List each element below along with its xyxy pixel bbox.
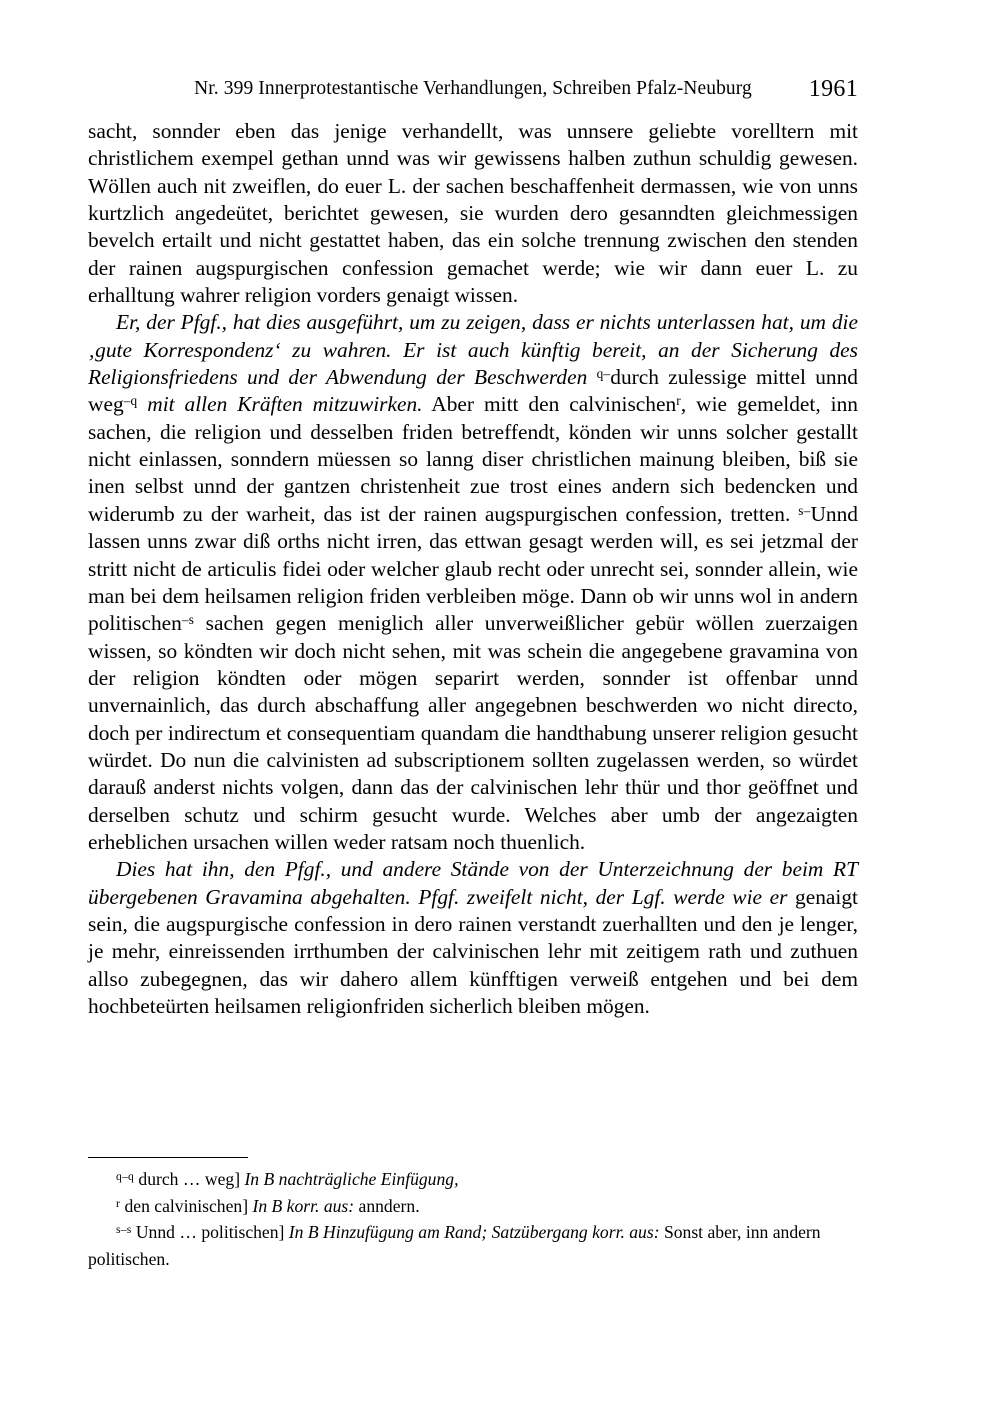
paragraph-3-roman: genaigt sein, die augspurgische confession in dero rainen verstandt zuerhallten und den je lenger, je mehr, einreissenden irrthumben der calvinischen lehr mit zeitigem rath und zuthuen allso zubegegnen, das wir dahero allem künfftigen verweiß entgehen und bei dem hochbeteürten heilsamen religionfriden sicherlich bleiben mögen. (88, 884, 859, 1018)
footnote-bracket-q: ] (234, 1169, 241, 1189)
footnote-note-italic-q: In B nachträgliche Einfügung, (240, 1169, 459, 1189)
paragraph-2-roman-1: durch zulessige mittel unnd weg (88, 365, 858, 417)
paragraph-2-italic-2: mit allen Kräften mitzuwirken. (137, 392, 423, 417)
page-number: 1961 (808, 76, 858, 102)
running-head (88, 78, 858, 106)
paragraph-2-roman-3: , wie gemeldet, inn sachen, die religion und desselben friden betreffendt, könden wir unns solcher gestallt nicht einlassen, sonndern müessen so lanng diser christlichen mainung bleiben, biß sie inen selbst unnd der gantzen christenheit zue trost eines andern sich bedencken und widerumb zu der warheit, das ist der rainen augspurgischen confession, tretten. (88, 392, 858, 526)
footnote-lemma-r: den calvinischen (120, 1195, 243, 1216)
apparatus-mark-q-close: –q (123, 393, 138, 409)
footnote-apparatus (88, 1166, 858, 1272)
footnote-r (88, 1193, 858, 1220)
footnote-note-roman-s: Sonst aber, inn andern politischen. (88, 1222, 821, 1269)
footnote-mark-q: q–q (116, 1169, 135, 1183)
footnote-note-roman-r: anndern. (354, 1195, 420, 1216)
footnote-note-italic-r: In B korr. aus: (248, 1195, 355, 1216)
paragraph-2-roman-4: Unnd lassen unns zwar diß orths nicht irren, das ettwan gesagt werden will, es sei jetzmal der stritt nicht de articulis fidei oder welcher glaub recht oder unrecht sei, sonnder allein, wie man bei dem heilsamen religion friden verbleiben möge. Dann ob wir unns wol in andern politischen (88, 501, 858, 636)
apparatus-mark-q-open: q– (596, 366, 611, 381)
paragraph-3 (88, 856, 858, 1020)
apparatus-mark-r: r (676, 393, 681, 409)
footnote-lemma-s: Unnd … politischen (131, 1222, 279, 1242)
footnote-q (88, 1166, 858, 1193)
apparatus-mark-s-open: s– (798, 502, 811, 518)
paragraph-2-roman-5: sachen gegen meniglich aller unverweißlicher gebür wöllen zuerzaigen wissen, so köndten wir doch nicht sehen, mit was schein die angegebene gravamina von der religion köndten oder mögen separirt werden, sonnder ist offenbar unnd unvernainlich, das durch abschaffung aller angegebnen beschwerden wo nicht directo, doch per indirectum et consequentiam quandam die handthabung unserer religion gesucht würdet. Do nun die calvinisten ad subscriptionem sollten zugelassen werden, so würdet darauß anderst nichts volgen, dann das der calvinischen lehr thür und thor geöffnet und derselben schutz und schirm gesucht wurde. Welches aber umb der angezaigten erheblichen ursachen willen weder ratsam noch thuenlich. (88, 611, 858, 854)
footnote-s (88, 1219, 858, 1272)
paragraph-2-roman-2: Aber mitt den calvinischen (422, 392, 677, 417)
paragraph-2-italic-lead: Er, der Pfgf., hat dies ausgeführt, um zu zeigen, dass er nichts unterlassen hat, um die ‚gute Korrespondenz‘ zu wahren. Er ist auch künftig bereit, an der Sicherung des Religionsfriedens und der Abwendung der Beschwerden (88, 310, 858, 390)
paragraph-3-italic: Dies hat ihn, den Pfgf., und andere Stände von der Unterzeichnung der beim RT übergebenen Gravamina abgehalten. Pfgf. zweifelt nicht, der Lgf. werde wie er (88, 857, 858, 909)
footnote-bracket-r: ] (242, 1195, 249, 1216)
apparatus-mark-s-close: –s (181, 612, 195, 628)
body-text (88, 118, 858, 1020)
footnote-note-italic-s: In B Hinzufügung am Rand; Satzübergang korr. aus: (284, 1222, 660, 1242)
footnote-lemma-q: durch … weg (134, 1169, 235, 1189)
paragraph-1: sacht, sonnder eben das jenige verhandellt, was unnsere geliebte vorelltern mit christlichem exempel gethan unnd was wir gewissens halben zuthun schuldig gewesen. Wöllen auch nit zweiflen, do euer L. der sachen beschaffenheit dermassen, wie von unns kurtzlich angedeütet, berichtet gewesen, sie wurden dero gesanndten gleichmessigen bevelch ertailt und nicht gestattet haben, das ein solche trennung zwischen den stenden der rainen augspurgischen confession gemachet werde; wie wir dann euer L. zu erhalltung wahrer religion vorders genaigt wissen. (88, 119, 858, 308)
paragraph-2 (88, 309, 858, 856)
footnote-mark-r: r (116, 1196, 121, 1210)
running-head-title: Nr. 399 Innerprotestantische Verhandlungen, Schreiben Pfalz-Neuburg (194, 78, 752, 99)
footnote-bracket-s: ] (278, 1222, 285, 1242)
footnote-mark-s: s–s (116, 1222, 132, 1236)
footnote-separator-rule (88, 1157, 248, 1158)
